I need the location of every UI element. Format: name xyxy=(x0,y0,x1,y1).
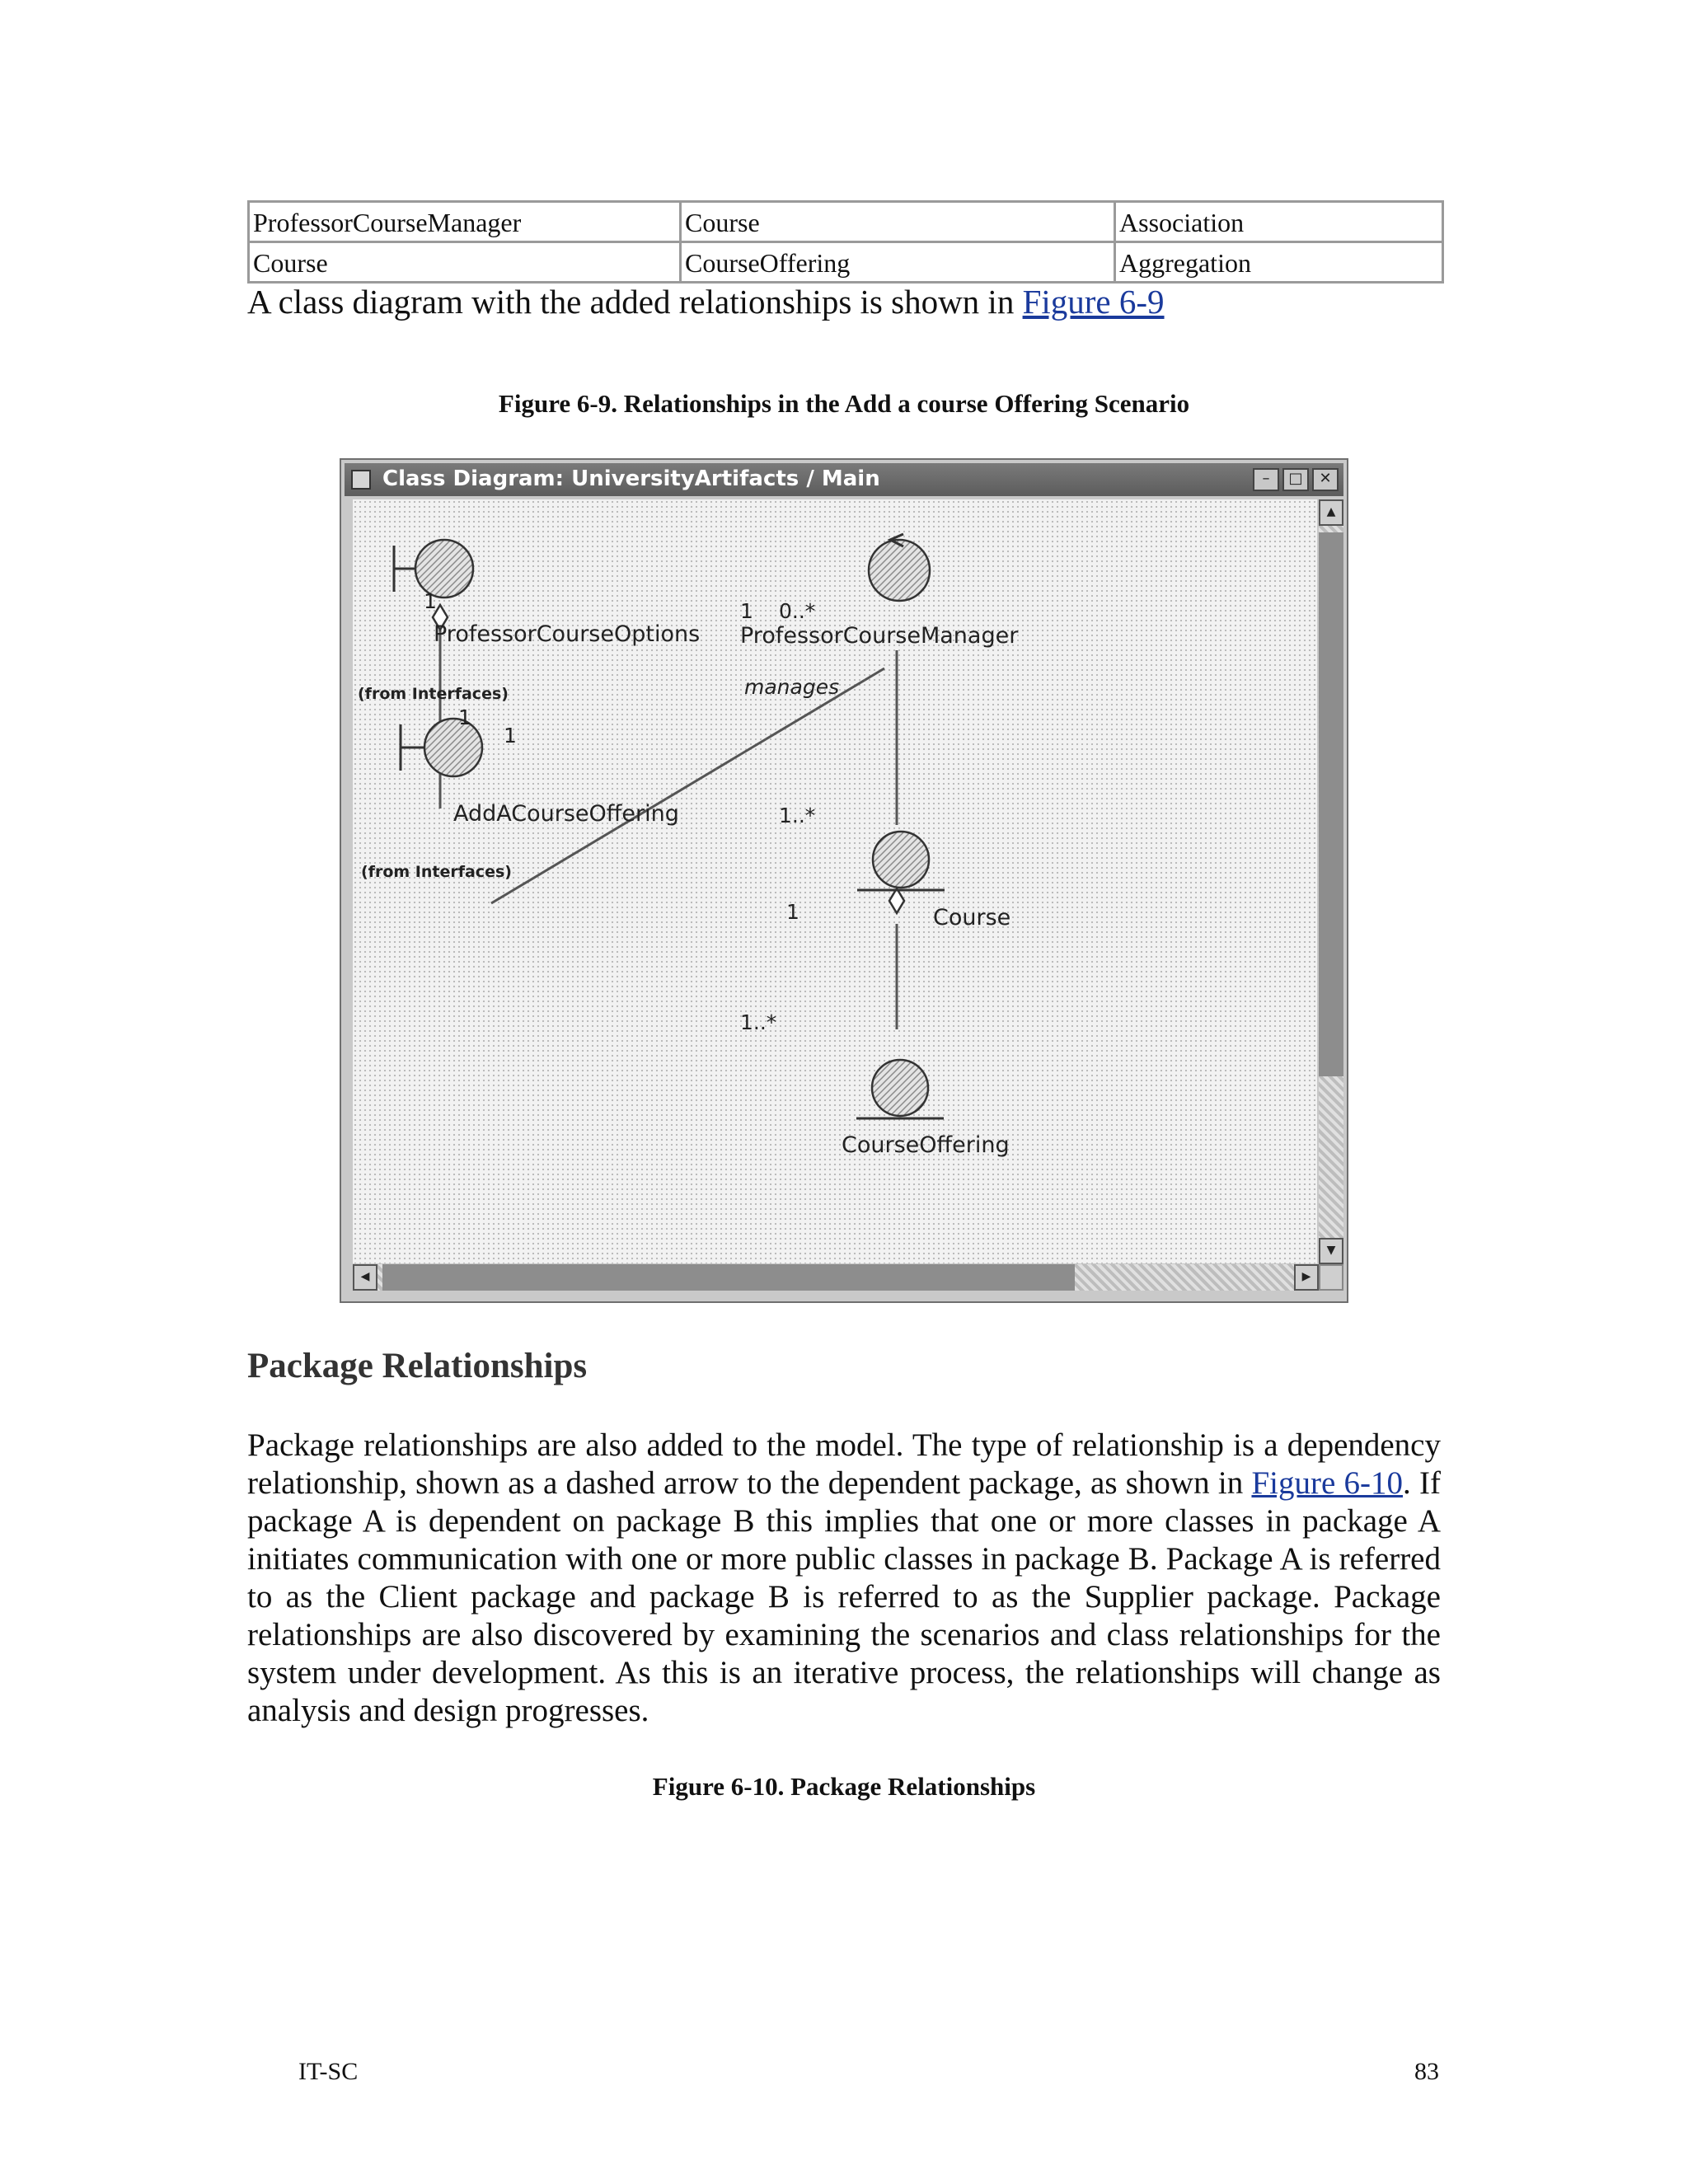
maximize-icon[interactable]: □ xyxy=(1282,468,1309,491)
class-diagram-window xyxy=(340,458,1348,1303)
class-course[interactable] xyxy=(857,832,945,890)
window-title: Class Diagram: UniversityArtifacts / Main xyxy=(382,466,880,491)
from-interfaces-label: (from Interfaces) xyxy=(361,863,512,881)
intro-paragraph xyxy=(247,278,1165,326)
class-label: CourseOffering xyxy=(842,1132,1010,1158)
multiplicity-label: 1 xyxy=(786,900,799,924)
intro-text: A class diagram with the added relationships is shown in xyxy=(247,283,1023,321)
scroll-right-icon[interactable]: ▶ xyxy=(1294,1264,1319,1291)
scroll-left-icon[interactable]: ◀ xyxy=(353,1264,377,1291)
figure-6-9-caption: Figure 6-9. Relationships in the Add a course Offering Scenario xyxy=(498,389,1190,418)
vertical-scroll-thumb[interactable] xyxy=(1319,532,1343,1076)
multiplicity-label: 1 xyxy=(424,589,437,613)
scroll-down-icon[interactable]: ▼ xyxy=(1319,1238,1343,1264)
multiplicity-label: 1 xyxy=(740,599,753,623)
window-titlebar[interactable] xyxy=(345,463,1343,496)
class-diagram xyxy=(353,499,1317,1263)
figure-6-10-caption: Figure 6-10. Package Relationships xyxy=(652,1772,1036,1801)
multiplicity-label: 1 xyxy=(458,705,471,729)
system-menu-icon[interactable] xyxy=(351,470,371,490)
role-label: manages xyxy=(744,675,840,699)
table-row xyxy=(249,242,1443,283)
table-cell: ProfessorCourseManager xyxy=(249,202,681,242)
table-cell: Course xyxy=(681,202,1115,242)
section-heading: Package Relationships xyxy=(247,1347,588,1385)
control-class-icon xyxy=(869,540,930,601)
class-label: ProfessorCourseOptions xyxy=(434,621,701,647)
footer-source: IT-SC xyxy=(298,2058,359,2085)
class-label: Course xyxy=(933,905,1011,930)
class-label: AddACourseOffering xyxy=(453,801,679,827)
multiplicity-label: 1..* xyxy=(740,1010,777,1034)
figure-6-9-link[interactable]: Figure 6-9 xyxy=(1022,283,1165,321)
class-label: ProfessorCourseManager xyxy=(740,623,1019,649)
relationship-table xyxy=(247,200,1444,284)
multiplicity-label: 1 xyxy=(504,724,517,748)
page-number: 83 xyxy=(1414,2058,1439,2085)
table-cell: Association xyxy=(1115,202,1443,242)
horizontal-scroll-thumb[interactable] xyxy=(382,1264,1075,1291)
aggregation-diamond-icon xyxy=(889,888,904,913)
paragraph-text: . If package A is dependent on package B this implies that one or more classes in package A initiates communication with one or more public classes in package B. Package A is referred to as the Client package and package B is referred to as the Supplier package. Package relationships are also discovered by examining the scenarios and class relationships for the system under development. As this is an iterative process, the relationships will change as analysis and design progresses. xyxy=(247,1465,1441,1728)
class-professor-course-manager[interactable] xyxy=(869,534,930,601)
from-interfaces-label: (from Interfaces) xyxy=(358,685,509,703)
diagram-canvas[interactable] xyxy=(353,499,1317,1263)
paragraph-text: Package relationships are also added to the model. The type of relationship is a dependency relationship, shown as a dashed arrow to the dependent package, as shown in xyxy=(247,1427,1441,1501)
entity-class-icon xyxy=(873,832,929,888)
minimize-icon[interactable]: – xyxy=(1253,468,1279,491)
figure-6-10-link[interactable]: Figure 6-10 xyxy=(1251,1465,1404,1501)
multiplicity-label: 1..* xyxy=(779,804,816,827)
table-cell: Aggregation xyxy=(1115,242,1443,283)
multiplicity-label: 0..* xyxy=(779,599,816,623)
boundary-class-icon xyxy=(424,719,482,776)
table-row xyxy=(249,202,1443,242)
add-manager-association-line[interactable] xyxy=(491,668,884,903)
close-icon[interactable]: ✕ xyxy=(1312,468,1339,491)
table-cell: CourseOffering xyxy=(681,242,1115,283)
class-course-offering[interactable] xyxy=(856,1060,944,1118)
entity-class-icon xyxy=(872,1060,928,1116)
scroll-up-icon[interactable]: ▲ xyxy=(1319,499,1343,526)
body-paragraph xyxy=(247,1427,1441,1730)
table-cell: Course xyxy=(249,242,681,283)
size-grip-icon[interactable] xyxy=(1319,1264,1343,1291)
